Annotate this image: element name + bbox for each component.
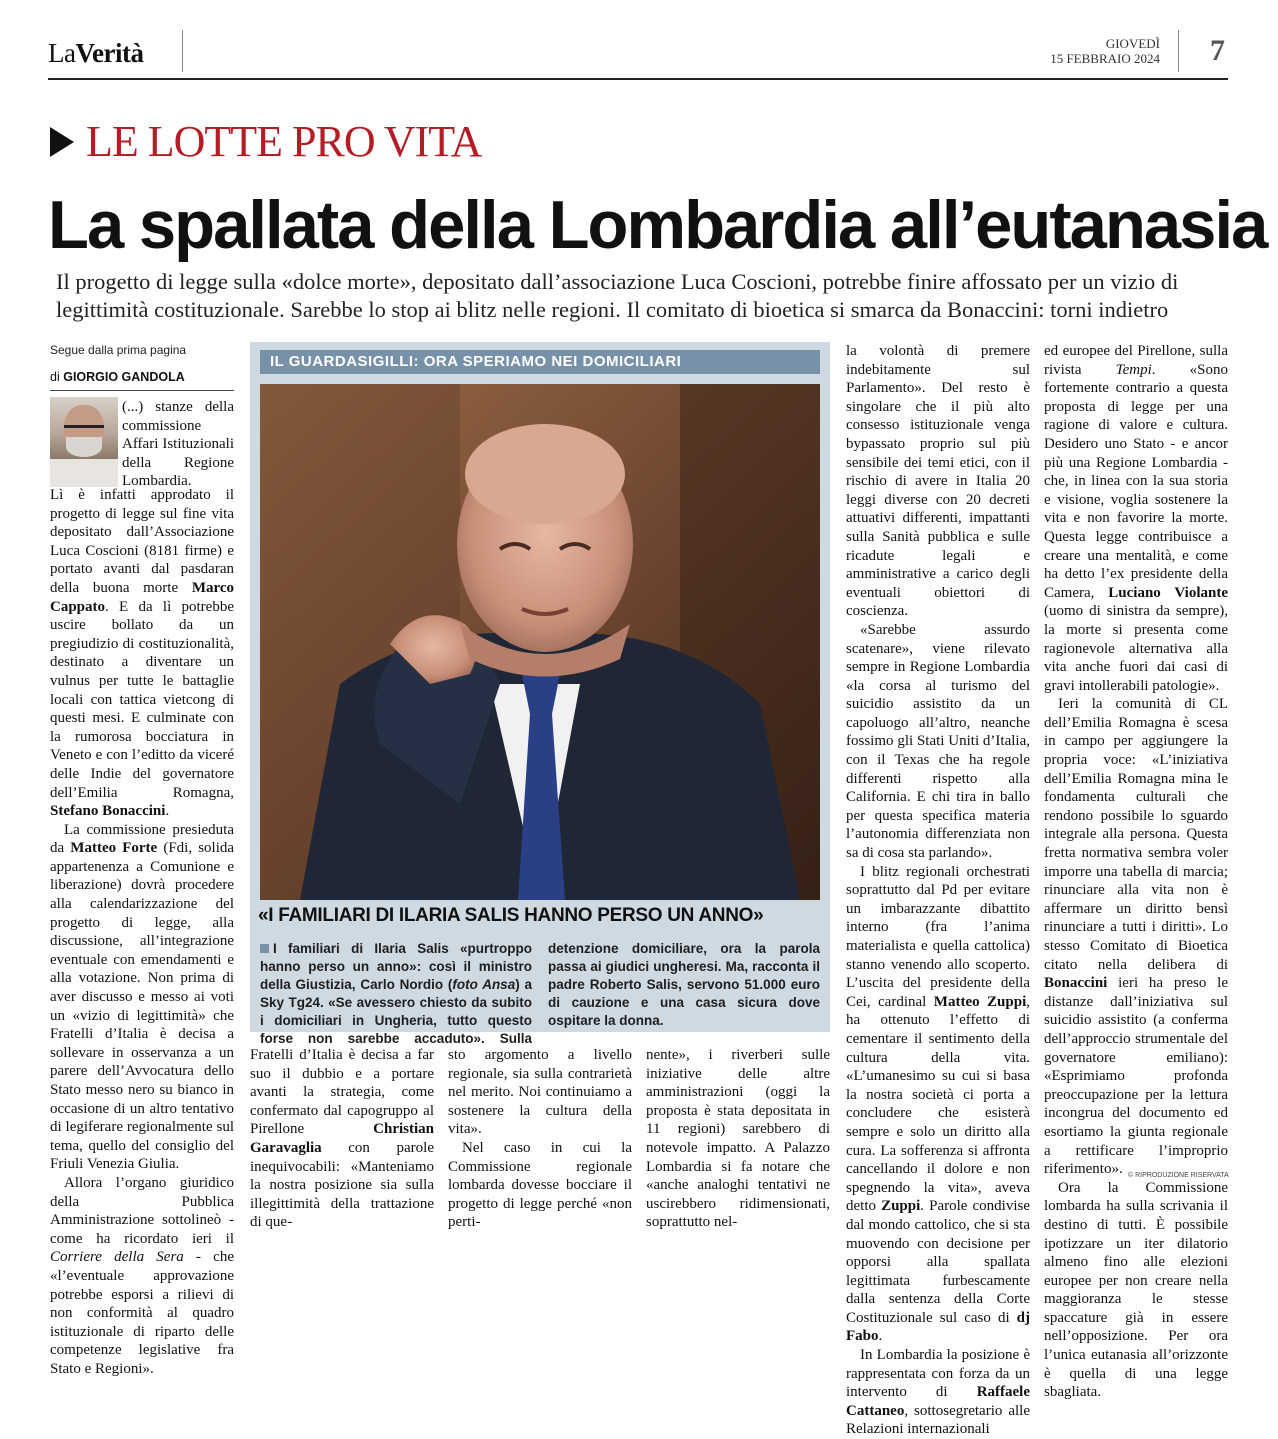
text-fragment: ) a Sky Tg24. «Se avessero chiesto da subito i domiciliari in Ungheria, tutto questo forse non sarebbe accaduto». Sulla detenzione domiciliare, ora la parola passa ai giudici ungheresi. Ma, racconta il padre Roberto Salis, servono 51.000 euro di cauzione e una casa sicura dove ospitare la donna. bbox=[260, 941, 820, 1046]
paragraph: la volontà di premere indebitamente sul Parlamento». Del resto è singolare che il più alto consesso istituzionale venga bypassato proprio sul più sensibile dei temi etici, con il rischio di avere in Italia 20 leggi diverse con 20 decreti attuativi differenti, impattanti sulla Sanità pubblica e sulle ricadute legali e amministrative a carico degli eventuali obiettori di coscienza. bbox=[846, 343, 1030, 620]
article-column-3 bbox=[448, 1046, 632, 1232]
text-fragment: . «Sono fortemente contrario a questa proposta di legge per una ragione di valore e cultura. Desidero uno Stato - e ancor più una Regione Lombardia - che, in linea con la sua storia e visione, voglia sostenere la vita e non favorire la morte. Questa legge contribuisce a creare una mentalità, e come ha detto l’ex presidente della Camera, bbox=[1044, 361, 1228, 601]
paragraph: Lì è infatti approdato il progetto di legge sul fine vita depositato dall’Associazione Luca Coscioni (8181 firme) e portato avanti dal pasdaran della buona morte Marco Cappato. E da lì potrebbe uscire bollato da un pregiudizio di costituzionalità, destinato a diventare un vulnus per tutte le battaglie locali con tattica vietcong di questi mesi. E culminate con la rumorosa bocciatura in Veneto e con l’editto da viceré delle Indie del governatore dell’Emilia Romagna, Stefano Bonaccini. bbox=[50, 487, 235, 820]
person-name: Matteo Forte bbox=[70, 840, 158, 857]
photo-credit: foto Ansa bbox=[452, 977, 516, 992]
text-fragment: , sottosegretario alle Relazioni internazionali bbox=[846, 1402, 1030, 1438]
paragraph bbox=[250, 1046, 434, 1232]
paragraph bbox=[846, 1346, 1030, 1439]
kicker-arrow-icon bbox=[50, 127, 74, 157]
source-name: Corriere della Sera bbox=[50, 1249, 184, 1266]
photo-illustration bbox=[260, 384, 820, 900]
byline bbox=[50, 370, 185, 384]
logo-prefix: La bbox=[48, 38, 76, 68]
logo-name: Verità bbox=[75, 38, 144, 68]
text-fragment: I blitz regionali orchestrati soprattutto dal Pd per evitare un imbarazzante dibattito interno (fra l’anima materialista e quella cattolica) stanno venendo allo scoperto. L’uscita del presidente della Cei, cardinal bbox=[846, 863, 1030, 1010]
text-fragment: (Fdi, solida appartenenza a Comunione e liberazione) dovrà procedere alla calendarizzazione del progetto di legge, alla discussione, all’integrazione eventuale con emendamenti e alla votazione. Non prima di aver discusso e messo ai voti un «vizio di legittimità» che Fratelli d’Italia è decisa a sollevare in osservanza a un parere dell’Avvocatura dello Stato messo nero su bianco in occasione di un altro tentativo di legiferare regionalmente sul tema, quello del consiglio del Friuli Venezia Giulia. bbox=[50, 840, 235, 1173]
person-name: Zuppi bbox=[881, 1198, 921, 1215]
continued-from: Segue dalla prima pagina bbox=[50, 343, 187, 357]
person-name: dj Fabo bbox=[846, 1309, 1030, 1345]
paragraph: Nel caso in cui la Commissione regionale lombarda dovesse bocciare il progetto di legge perché «non perti- bbox=[448, 1139, 632, 1231]
text-fragment: - che «l’eventuale approvazione potrebbe esporsi a rilievi di non conformità al quadro istituzionale di riparto delle competenze legislative fra Stato e Regioni». bbox=[50, 1249, 234, 1377]
text-fragment: Lì è infatti approdato il progetto di legge sul fine vita depositato dall’Associazione Luca Coscioni (8181 firme) e portato avanti dal pasdaran della buona morte bbox=[50, 487, 234, 596]
masthead-rule bbox=[48, 78, 1228, 80]
magazine-name: Tempi bbox=[1115, 361, 1152, 378]
text-fragment: Allora l’organo giuridico della Pubblica Amministrazione sottolineò - come ha ricordato ieri il bbox=[50, 1174, 234, 1247]
article-column-5 bbox=[846, 342, 1030, 1439]
text-fragment: . E da lì potrebbe uscire bollato da un pregiudizio di costituzionalità, destinato a diventare un vulnus per tutte le battaglie locali con tattica vietcong di questi mesi. E culminate con la rumorosa bocciatura in Veneto e con l’editto da viceré delle Indie del governatore dell’Emilia Romagna, bbox=[50, 598, 234, 801]
person-name: Luciano Violante bbox=[1108, 584, 1228, 601]
masthead-divider bbox=[1178, 30, 1179, 72]
paragraph bbox=[1044, 342, 1228, 695]
article-column-1-top bbox=[122, 398, 234, 491]
paragraph: Ora la Commissione lombarda ha sulla scrivania il destino di tutti. È possibile ipotizzare un iter dilatorio almeno fino alle elezioni europee per non creare nella maggioranza le stesse spaccature già in essere nell’opposizione. Per ora l’unica eutanasia all’orizzonte è quella di una legge sbagliata. bbox=[1044, 1179, 1228, 1401]
person-name: Marco Cappato bbox=[50, 579, 235, 615]
person-name: Christian Garavaglia bbox=[250, 1121, 434, 1156]
article-subheadline: Il progetto di legge sulla «dolce morte», depositato dall’associazione Luca Coscioni, potrebbe finire affossato per un vizio di legittimità costituzionale. Sarebbe lo stop ai blitz nelle regioni. Il comitato di bioetica si smarca da Bonaccini: torni indietro bbox=[56, 269, 1179, 322]
article-column-2 bbox=[250, 1046, 434, 1232]
article-column-4 bbox=[646, 1046, 830, 1232]
paragraph: I blitz regionali orchestrati soprattutto dal Pd per evitare un imbarazzante dibattito interno (fra l’anima materialista e quella cattolica) stanno venendo allo scoperto. L’uscita del presidente della Cei, cardinal Matteo Zuppi, ha ottenuto l’effetto di cementare il sentimento della cultura della vita. «L’umanesimo su cui si basa la nostra società ci porta a concludere che esisterà sempre e solo un diritto alla cura. La sofferenza si affronta cancellando il dolore e non spegnendo la vita», aveva detto Zuppi. Parole condivise dal mondo cattolico, che si sta muovendo con decisione per opporsi alla spallata legittimata furbescamente dalla sentenza della Corte Costituzionale sul caso di dj Fabo. bbox=[846, 863, 1030, 1345]
text-fragment: (uomo di sinistra da sempre), la morte si presenta come ragionevole alternativa alla vita anche fuori dai casi di gravi intollerabili patologie». bbox=[1044, 603, 1228, 694]
paragraph bbox=[50, 1174, 234, 1379]
text-fragment: ed europee del Pirellone, sulla rivista bbox=[1044, 343, 1228, 378]
text-fragment: I familiari di Ilaria Salis «purtroppo hanno perso un anno»: così il ministro della Giustizia, Carlo Nordio ( bbox=[260, 941, 532, 992]
paragraph: sto argomento a livello regionale, sia sulla contrarietà nel merito. Noi continuiamo a sostenere la cultura della vita». bbox=[448, 1047, 632, 1138]
weekday: GIOVEDÌ bbox=[1105, 36, 1160, 51]
text-fragment: Ieri la comunità di CL dell’Emilia Romagna è scesa in campo per aggiungere la propria voce: «L’iniziativa dell’Emilia Romagna mina le fondamenta culturali che rendono possibile lo sguardo integrale alla persona. Questa fretta normativa sembra voler imporre una tabella di marcia; rinunciare alla vita non è affermare un diritto bensì rinunciare a tutti i diritti». Lo stesso Comitato di Bioetica citato nella delibera di bbox=[1044, 696, 1228, 973]
text-fragment: con parole inequivocabili: «Manteniamo la nostra posizione sia sulla illegittimità della trattazione di que- bbox=[250, 1139, 434, 1231]
page-number: 7 bbox=[1210, 34, 1225, 67]
paragraph: (...) stanze della commissione Affari Istituzionali della Regione Lombardia. bbox=[122, 399, 234, 490]
person-name: Matteo Zuppi bbox=[933, 993, 1027, 1010]
author-photo bbox=[50, 397, 118, 487]
bullet-icon bbox=[260, 944, 269, 953]
article-column-6 bbox=[1044, 342, 1228, 1402]
text-fragment: ieri ha preso le distanze dall’iniziativa sul suicidio assistito (a conferma dell’approccio strumentale del governatore emiliano): «Esprimiamo profonda preoccupazione per la lettura incongrua del documento ed esortiamo la giunta regionale a rettificare l’improprio riferimento». bbox=[1044, 975, 1228, 1178]
text-fragment: Fratelli d’Italia è decisa a far suo il dubbio e a portare avanti la strategia, come confermato dal capogruppo al Pirellone bbox=[250, 1047, 434, 1138]
byline-prefix: di bbox=[50, 370, 60, 384]
article-headline: La spallata della Lombardia all’eutanasia bbox=[48, 187, 1267, 263]
byline-rule bbox=[50, 390, 234, 391]
newspaper-logo bbox=[48, 38, 143, 69]
masthead-divider bbox=[182, 30, 183, 72]
sidebar-label: IL GUARDASIGILLI: ORA SPERIAMO NEI DOMICILIARI bbox=[260, 350, 820, 374]
text-fragment: . Parole condivise dal mondo cattolico, che si sta muovendo con decisione per opporsi alla spallata legittimata furbescamente dalla sentenza della Corte Costituzionale sul caso di bbox=[846, 1198, 1030, 1326]
author-name: GIORGIO GANDOLA bbox=[63, 370, 185, 384]
paragraph: nente», i riverberi sulle iniziative delle altre amministrazioni (oggi la proposta è stata depositata in 11 regioni) sarebbero di notevole impatto. A Palazzo Lombardia si fa notare che «anche analoghi tentativi ne uscirebbero ridimensionati, soprattutto nel- bbox=[646, 1047, 830, 1231]
person-name: Stefano Bonaccini bbox=[50, 803, 166, 820]
section-kicker: LE LOTTE PRO VITA bbox=[86, 117, 482, 166]
issue-date bbox=[1020, 36, 1160, 66]
person-name: Raffaele Cattaneo bbox=[846, 1384, 1031, 1419]
paragraph: «Sarebbe assurdo scatenare», viene rilevato sempre in Regione Lombardia «la corsa al turismo del suicidio assistito da un capoluogo all’altro, neanche fossimo gli Stati Uniti d’Italia, con il Texas che ha regole differenti rispetto alla California. E chi tira in ballo per questa specifica materia l’autonomia differenziata non sa di cosa sta parlando». bbox=[846, 621, 1030, 862]
sidebar-caption bbox=[260, 940, 820, 1048]
text-fragment: La commissione presieduta da bbox=[50, 821, 234, 857]
paragraph bbox=[1044, 695, 1228, 1178]
date: 15 FEBBRAIO 2024 bbox=[1050, 51, 1160, 66]
article-column-1 bbox=[50, 486, 234, 1379]
sidebar-title: «I FAMILIARI DI ILARIA SALIS HANNO PERSO UN ANNO» bbox=[258, 905, 764, 926]
text-fragment: , ha ottenuto l’effetto di cementare il sentimento della cultura della vita. «L’umanesimo su cui si basa la nostra società ci porta a concludere che esisterà sempre e solo un diritto alla cura. La sofferenza si affronta cancellando il dolore e non spegnendo la vita», aveva detto bbox=[846, 993, 1030, 1215]
text-fragment: In Lombardia la posizione è rappresentata con forza da un intervento di bbox=[846, 1347, 1030, 1401]
paragraph bbox=[50, 821, 234, 1174]
person-name: Bonaccini bbox=[1044, 975, 1108, 992]
copyright-note: © RIPRODUZIONE RISERVATA bbox=[1128, 1172, 1229, 1179]
news-photo bbox=[260, 384, 820, 900]
